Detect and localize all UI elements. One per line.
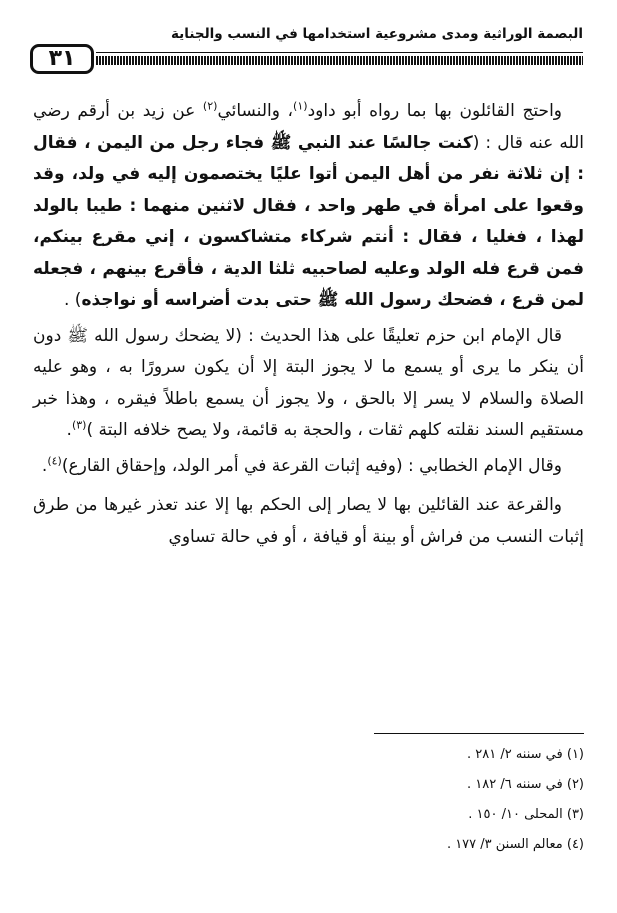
paragraph-1 [33, 96, 584, 317]
hadith-quote: كنت جالسًا عند النبي ﷺ فجاء رجل من اليمن ، فقال : إن ثلاثة نفر من أهل اليمن أتوا عليًا يختصمون إليه في ولد، وقد وقعوا على امرأة في طهر واحد ، فقال لاثنين منهما : طيبا بالولد لهذا ، فغليا ، فقال : أنتم شركاء متشاكسون ، إني مقرع بينكم، فمن قرع فله الولد وعليه لصاحبيه ثلثا الدية ، فأقرع بينهم ، فجعله لمن قرع ، فضحك رسول الله ﷺ حتى بدت أضراسه أو نواجذه [33, 132, 584, 310]
p3-text: وقال الإمام الخطابي : (وفيه إثبات القرعة في أمر الولد، وإحقاق القارع) [61, 455, 562, 476]
p2-text: قال الإمام ابن حزم تعليقًا على هذا الحديث : (لا يضحك رسول الله ﷺ دون أن ينكر ما يرى أو يسمع ما لا يجوز البتة إلا أن يكون سرورًا به ، وهو عليه الصلاة والسلام لا يسر إلا بالحق ، ولا يجوز أن يسمع باطلاً فيقره ، وهذا خبر مستقيم السند نقلته كلهم ثقات ، والحجة به قائمة، ولا يصح خلافه البتة ) [33, 325, 584, 440]
header-rule [96, 52, 583, 53]
footnote-1: (١) في سننه ٢/ ٢٨١ . [466, 747, 584, 762]
p3-end: . [41, 455, 48, 476]
footnote-3: (٣) المحلى ١٠/ ١٥٠ . [468, 807, 584, 822]
body-text [33, 96, 584, 553]
paragraph-2 [33, 321, 584, 447]
p1-text-d: ) . [63, 290, 82, 310]
footnote-ref-3: (٣) [71, 418, 87, 432]
paragraph-3 [33, 451, 584, 483]
footnote-ref-1: (١) [293, 99, 308, 113]
footnote-2: (٢) في سننه ٦/ ١٨٢ . [466, 777, 584, 792]
footnotes [284, 740, 584, 860]
p2-end: . [66, 420, 72, 440]
p1-text-c: عن زيد بن أرقم رضي الله عنه قال : ( [33, 101, 585, 153]
paragraph-4 [33, 490, 584, 553]
p4-text: والقرعة عند القائلين بها لا يصار إلى الحكم بها إلا عند تعذر غيرها من طرق إثبات النسب من فراش أو بينة أو قيافة ، أو في حالة تساوي [33, 495, 584, 547]
footnote-ref-4: (٤) [47, 453, 62, 467]
footnote-4: (٤) معالم السنن ٣/ ١٧٧ . [446, 837, 584, 852]
p1-intro: واحتج القائلون بها بما رواه أبو داود [307, 101, 562, 121]
footnote-separator [374, 733, 584, 734]
p1-text-b: ، والنسائي [217, 101, 294, 121]
footnote-ref-2: (٢) [202, 99, 218, 113]
header-decorative-bar [96, 56, 583, 65]
page-number: ٣١ [30, 44, 94, 74]
running-header-title: البصمة الوراثية ومدى مشروعية استخدامها في النسب والجناية [171, 26, 583, 42]
